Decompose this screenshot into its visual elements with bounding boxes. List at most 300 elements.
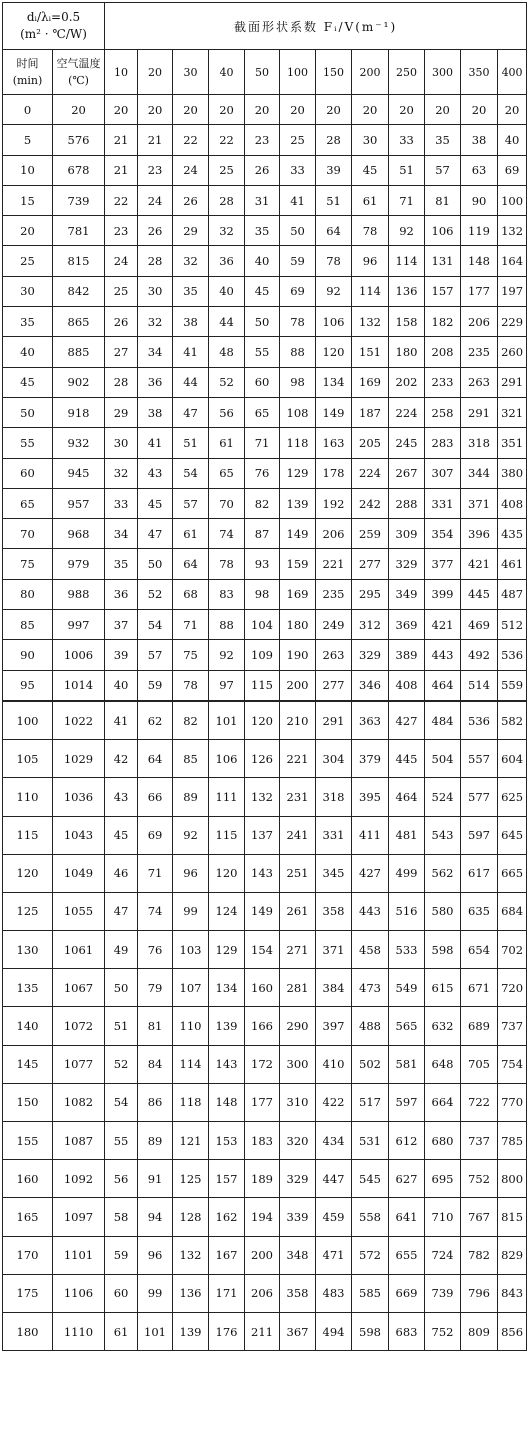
steel-temperature-cell: 106: [425, 216, 461, 246]
steel-temperature-cell: 249: [316, 610, 352, 640]
steel-temperature-cell: 281: [280, 969, 316, 1007]
factor-header-200: 200: [352, 50, 389, 95]
steel-temperature-cell: 61: [209, 428, 245, 458]
table-row: [3, 1122, 527, 1160]
air-temperature-cell: 678: [53, 155, 105, 185]
steel-temperature-cell: 36: [138, 367, 173, 397]
steel-temperature-cell: 92: [316, 276, 352, 306]
steel-temperature-cell: 445: [389, 740, 425, 778]
time-cell: 0: [3, 95, 53, 125]
steel-temperature-cell: 481: [389, 816, 425, 854]
steel-temperature-cell: 41: [138, 428, 173, 458]
steel-temperature-cell: 221: [280, 740, 316, 778]
steel-temperature-cell: 20: [352, 95, 389, 125]
steel-temperature-cell: 710: [425, 1198, 461, 1236]
steel-temperature-cell: 572: [352, 1236, 389, 1274]
steel-temperature-cell: 20: [173, 95, 209, 125]
steel-temperature-cell: 483: [316, 1274, 352, 1312]
steel-temperature-cell: 484: [425, 701, 461, 740]
steel-temperature-cell: 40: [105, 670, 138, 701]
steel-temperature-cell: 20: [105, 95, 138, 125]
steel-temperature-cell: 35: [425, 125, 461, 155]
steel-temperature-cell: 98: [280, 367, 316, 397]
steel-temperature-cell: 154: [245, 931, 280, 969]
steel-temperature-cell: 107: [173, 969, 209, 1007]
steel-temperature-cell: 300: [280, 1045, 316, 1083]
steel-temperature-cell: 87: [245, 519, 280, 549]
steel-temperature-cell: 57: [173, 488, 209, 518]
steel-temperature-cell: 224: [352, 458, 389, 488]
steel-temperature-cell: 76: [138, 931, 173, 969]
steel-temperature-cell: 50: [138, 549, 173, 579]
steel-temperature-cell: 139: [209, 1007, 245, 1045]
table-row: [3, 397, 527, 427]
steel-temperature-cell: 88: [280, 337, 316, 367]
steel-temperature-cell: 54: [138, 610, 173, 640]
steel-temperature-cell: 28: [105, 367, 138, 397]
steel-temperature-cell: 45: [352, 155, 389, 185]
steel-temperature-cell: 88: [209, 610, 245, 640]
steel-temperature-cell: 22: [209, 125, 245, 155]
steel-temperature-cell: 581: [389, 1045, 425, 1083]
steel-temperature-cell: 78: [352, 216, 389, 246]
time-cell: 150: [3, 1083, 53, 1121]
steel-temperature-cell: 580: [425, 892, 461, 930]
steel-temperature-cell: 809: [461, 1312, 498, 1350]
steel-temperature-cell: 351: [498, 428, 527, 458]
table-row: [3, 579, 527, 609]
air-temperature-cell: 1106: [53, 1274, 105, 1312]
steel-temperature-cell: 502: [352, 1045, 389, 1083]
steel-temperature-cell: 349: [389, 579, 425, 609]
factor-header-10: 10: [105, 50, 138, 95]
air-temperature-cell: 968: [53, 519, 105, 549]
table-row: [3, 458, 527, 488]
table-row: [3, 1160, 527, 1198]
steel-temperature-cell: 288: [389, 488, 425, 518]
steel-temperature-cell: 103: [173, 931, 209, 969]
corner-ratio-label: dᵢ/λᵢ=0.5: [26, 10, 81, 24]
steel-temperature-cell: 443: [425, 640, 461, 670]
steel-temperature-cell: 492: [461, 640, 498, 670]
steel-temperature-cell: 157: [425, 276, 461, 306]
steel-temperature-cell: 126: [245, 740, 280, 778]
steel-temperature-cell: 689: [461, 1007, 498, 1045]
steel-temperature-cell: 291: [316, 701, 352, 740]
table-row: [3, 892, 527, 930]
steel-temperature-cell: 504: [425, 740, 461, 778]
steel-temperature-cell: 464: [389, 778, 425, 816]
steel-temperature-cell: 120: [209, 854, 245, 892]
steel-temperature-cell: 189: [245, 1160, 280, 1198]
steel-temperature-cell: 143: [209, 1045, 245, 1083]
steel-temperature-cell: 71: [245, 428, 280, 458]
steel-temperature-cell: 206: [461, 307, 498, 337]
steel-temperature-cell: 31: [245, 185, 280, 215]
time-cell: 155: [3, 1122, 53, 1160]
steel-temperature-cell: 499: [389, 854, 425, 892]
air-temperature-cell: 739: [53, 185, 105, 215]
steel-temperature-cell: 120: [316, 337, 352, 367]
steel-temperature-cell: 582: [498, 701, 527, 740]
steel-temperature-cell: 231: [280, 778, 316, 816]
table-row: [3, 95, 527, 125]
corner-unit-label: (m² · ℃/W): [20, 27, 87, 41]
steel-temperature-cell: 35: [173, 276, 209, 306]
steel-temperature-cell: 318: [461, 428, 498, 458]
steel-temperature-cell: 20: [498, 95, 527, 125]
steel-temperature-cell: 695: [425, 1160, 461, 1198]
steel-temperature-cell: 458: [352, 931, 389, 969]
steel-temperature-cell: 471: [316, 1236, 352, 1274]
steel-temperature-cell: 190: [280, 640, 316, 670]
steel-temperature-cell: 705: [461, 1045, 498, 1083]
time-cell: 80: [3, 579, 53, 609]
time-cell: 25: [3, 246, 53, 276]
air-temperature-cell: 1043: [53, 816, 105, 854]
air-temperature-cell: 1029: [53, 740, 105, 778]
air-temperature-cell: 997: [53, 610, 105, 640]
steel-temperature-cell: 81: [138, 1007, 173, 1045]
time-cell: 135: [3, 969, 53, 1007]
steel-temperature-cell: 435: [498, 519, 527, 549]
steel-temperature-cell: 76: [245, 458, 280, 488]
steel-temperature-cell: 81: [425, 185, 461, 215]
steel-temperature-cell: 65: [209, 458, 245, 488]
steel-temperature-cell: 84: [138, 1045, 173, 1083]
time-cell: 60: [3, 458, 53, 488]
steel-temperature-cell: 245: [389, 428, 425, 458]
steel-temperature-cell: 612: [389, 1122, 425, 1160]
table-row: [3, 640, 527, 670]
time-cell: 30: [3, 276, 53, 306]
air-temperature-cell: 1061: [53, 931, 105, 969]
steel-temperature-cell: 371: [461, 488, 498, 518]
table-row: [3, 1007, 527, 1045]
steel-temperature-cell: 447: [316, 1160, 352, 1198]
steel-temperature-cell: 118: [173, 1083, 209, 1121]
steel-temperature-cell: 815: [498, 1198, 527, 1236]
steel-temperature-cell: 92: [173, 816, 209, 854]
steel-temperature-cell: 369: [389, 610, 425, 640]
steel-temperature-cell: 427: [389, 701, 425, 740]
steel-temperature-cell: 27: [105, 337, 138, 367]
steel-temperature-cell: 205: [352, 428, 389, 458]
steel-temperature-cell: 171: [209, 1274, 245, 1312]
steel-temperature-cell: 106: [209, 740, 245, 778]
steel-temperature-cell: 720: [498, 969, 527, 1007]
steel-temperature-cell: 20: [389, 95, 425, 125]
steel-temperature-cell: 66: [138, 778, 173, 816]
steel-temperature-cell: 25: [209, 155, 245, 185]
table-row: [3, 1045, 527, 1083]
steel-temperature-cell: 128: [173, 1198, 209, 1236]
steel-temperature-cell: 71: [389, 185, 425, 215]
steel-temperature-cell: 151: [352, 337, 389, 367]
steel-temperature-cell: 514: [461, 670, 498, 701]
steel-temperature-cell: 59: [280, 246, 316, 276]
steel-temperature-cell: 182: [425, 307, 461, 337]
table-row: [3, 740, 527, 778]
air-temperature-cell: 1055: [53, 892, 105, 930]
table-row: [3, 1083, 527, 1121]
steel-temperature-cell: 176: [209, 1312, 245, 1350]
factor-header-350: 350: [461, 50, 498, 95]
steel-temperature-cell: 132: [498, 216, 527, 246]
steel-temperature-cell: 92: [389, 216, 425, 246]
steel-temperature-cell: 118: [280, 428, 316, 458]
steel-temperature-cell: 96: [352, 246, 389, 276]
time-cell: 170: [3, 1236, 53, 1274]
factor-header-20: 20: [138, 50, 173, 95]
steel-temperature-cell: 389: [389, 640, 425, 670]
steel-temperature-cell: 20: [425, 95, 461, 125]
steel-temperature-cell: 260: [498, 337, 527, 367]
steel-temperature-cell: 562: [425, 854, 461, 892]
steel-temperature-cell: 26: [105, 307, 138, 337]
steel-temperature-cell: 33: [105, 488, 138, 518]
steel-temperature-cell: 23: [245, 125, 280, 155]
steel-temperature-cell: 785: [498, 1122, 527, 1160]
steel-temperature-cell: 354: [425, 519, 461, 549]
steel-temperature-cell: 132: [245, 778, 280, 816]
steel-temperature-cell: 60: [105, 1274, 138, 1312]
steel-temperature-cell: 434: [316, 1122, 352, 1160]
time-cell: 5: [3, 125, 53, 155]
air-temperature-cell: 1082: [53, 1083, 105, 1121]
table-row: [3, 816, 527, 854]
steel-temperature-cell: 348: [280, 1236, 316, 1274]
steel-temperature-cell: 69: [280, 276, 316, 306]
steel-temperature-cell: 59: [105, 1236, 138, 1274]
steel-temperature-cell: 139: [173, 1312, 209, 1350]
air-temperature-cell: 865: [53, 307, 105, 337]
steel-temperature-cell: 41: [280, 185, 316, 215]
steel-temperature-cell: 380: [498, 458, 527, 488]
steel-temperature-cell: 47: [138, 519, 173, 549]
steel-temperature-cell: 722: [461, 1083, 498, 1121]
table-row: [3, 931, 527, 969]
steel-temperature-cell: 153: [209, 1122, 245, 1160]
steel-temperature-cell: 206: [245, 1274, 280, 1312]
steel-temperature-cell: 384: [316, 969, 352, 1007]
steel-temperature-cell: 120: [245, 701, 280, 740]
steel-temperature-cell: 74: [138, 892, 173, 930]
steel-temperature-cell: 20: [316, 95, 352, 125]
steel-temperature-cell: 34: [105, 519, 138, 549]
steel-temperature-cell: 43: [105, 778, 138, 816]
steel-temperature-cell: 149: [280, 519, 316, 549]
steel-temperature-cell: 38: [461, 125, 498, 155]
steel-temperature-cell: 377: [425, 549, 461, 579]
steel-temperature-cell: 30: [138, 276, 173, 306]
steel-temperature-cell: 143: [245, 854, 280, 892]
steel-temperature-cell: 20: [209, 95, 245, 125]
steel-temperature-cell: 96: [173, 854, 209, 892]
steel-temperature-cell: 64: [138, 740, 173, 778]
steel-temperature-cell: 111: [209, 778, 245, 816]
steel-temperature-cell: 261: [280, 892, 316, 930]
steel-temperature-cell: 45: [245, 276, 280, 306]
steel-temperature-cell: 58: [105, 1198, 138, 1236]
steel-temperature-cell: 345: [316, 854, 352, 892]
steel-temperature-cell: 149: [316, 397, 352, 427]
steel-temperature-cell: 91: [138, 1160, 173, 1198]
steel-temperature-cell: 99: [138, 1274, 173, 1312]
steel-temperature-cell: 604: [498, 740, 527, 778]
air-temperature-cell: 1067: [53, 969, 105, 1007]
steel-temperature-cell: 45: [138, 488, 173, 518]
steel-temperature-cell: 29: [105, 397, 138, 427]
steel-temperature-cell: 422: [316, 1083, 352, 1121]
steel-temperature-cell: 494: [316, 1312, 352, 1350]
steel-temperature-cell: 172: [245, 1045, 280, 1083]
factor-header-300: 300: [425, 50, 461, 95]
steel-temperature-cell: 54: [105, 1083, 138, 1121]
steel-temperature-cell: 78: [316, 246, 352, 276]
steel-temperature-cell: 194: [245, 1198, 280, 1236]
steel-temperature-cell: 33: [280, 155, 316, 185]
steel-temperature-cell: 180: [389, 337, 425, 367]
steel-temperature-cell: 93: [245, 549, 280, 579]
steel-temperature-cell: 26: [245, 155, 280, 185]
steel-temperature-cell: 169: [352, 367, 389, 397]
factor-header-100: 100: [280, 50, 316, 95]
steel-temperature-cell: 25: [105, 276, 138, 306]
steel-temperature-cell: 397: [316, 1007, 352, 1045]
steel-temperature-cell: 180: [280, 610, 316, 640]
table-row: [3, 216, 527, 246]
steel-temperature-cell: 291: [461, 397, 498, 427]
steel-temperature-cell: 83: [209, 579, 245, 609]
steel-temperature-cell: 78: [280, 307, 316, 337]
steel-temperature-cell: 55: [105, 1122, 138, 1160]
steel-temperature-cell: 139: [280, 488, 316, 518]
steel-temperature-cell: 641: [389, 1198, 425, 1236]
time-cell: 110: [3, 778, 53, 816]
steel-temperature-cell: 469: [461, 610, 498, 640]
steel-temperature-cell: 558: [352, 1198, 389, 1236]
steel-temperature-cell: 235: [461, 337, 498, 367]
time-column-header: 时间(min): [3, 50, 53, 95]
steel-temperature-cell: 724: [425, 1236, 461, 1274]
steel-temperature-cell: 20: [461, 95, 498, 125]
steel-temperature-cell: 277: [352, 549, 389, 579]
steel-temperature-cell: 536: [461, 701, 498, 740]
steel-temperature-cell: 829: [498, 1236, 527, 1274]
steel-temperature-cell: 42: [105, 740, 138, 778]
steel-temperature-cell: 36: [209, 246, 245, 276]
steel-temperature-cell: 318: [316, 778, 352, 816]
steel-temperature-cell: 39: [105, 640, 138, 670]
steel-temperature-cell: 47: [105, 892, 138, 930]
air-temperature-cell: 20: [53, 95, 105, 125]
steel-temperature-cell: 295: [352, 579, 389, 609]
steel-temperature-cell: 20: [138, 95, 173, 125]
steel-temperature-cell: 321: [498, 397, 527, 427]
steel-temperature-cell: 74: [209, 519, 245, 549]
steel-temperature-cell: 56: [105, 1160, 138, 1198]
time-cell: 145: [3, 1045, 53, 1083]
table-row: [3, 488, 527, 518]
section-factor-title: 截面形状系数 Fᵢ/V(m⁻¹): [105, 3, 527, 50]
steel-temperature-cell: 617: [461, 854, 498, 892]
time-cell: 40: [3, 337, 53, 367]
air-temperature-cell: 1097: [53, 1198, 105, 1236]
steel-temperature-cell: 35: [245, 216, 280, 246]
steel-temperature-cell: 800: [498, 1160, 527, 1198]
steel-temperature-cell: 79: [138, 969, 173, 1007]
steel-temperature-cell: 536: [498, 640, 527, 670]
time-cell: 165: [3, 1198, 53, 1236]
steel-temperature-cell: 655: [389, 1236, 425, 1274]
time-cell: 125: [3, 892, 53, 930]
steel-temperature-cell: 557: [461, 740, 498, 778]
table-row: [3, 701, 527, 740]
table-row: [3, 969, 527, 1007]
air-temperature-cell: 1110: [53, 1312, 105, 1350]
steel-temperature-cell: 50: [280, 216, 316, 246]
steel-temperature-cell: 132: [352, 307, 389, 337]
steel-temperature-cell: 320: [280, 1122, 316, 1160]
steel-temperature-cell: 62: [138, 701, 173, 740]
time-cell: 95: [3, 670, 53, 701]
steel-temperature-cell: 56: [209, 397, 245, 427]
air-temperature-cell: 1101: [53, 1236, 105, 1274]
air-temperature-cell: 957: [53, 488, 105, 518]
steel-temperature-cell: 51: [173, 428, 209, 458]
steel-temperature-cell: 23: [105, 216, 138, 246]
table-row: [3, 367, 527, 397]
steel-temperature-cell: 48: [209, 337, 245, 367]
steel-temperature-cell: 329: [352, 640, 389, 670]
steel-temperature-cell: 304: [316, 740, 352, 778]
steel-temperature-cell: 443: [352, 892, 389, 930]
steel-temperature-cell: 124: [209, 892, 245, 930]
steel-temperature-cell: 545: [352, 1160, 389, 1198]
steel-temperature-cell: 71: [173, 610, 209, 640]
steel-temperature-cell: 57: [138, 640, 173, 670]
steel-temperature-cell: 329: [389, 549, 425, 579]
table-row: [3, 185, 527, 215]
steel-temperature-cell: 597: [461, 816, 498, 854]
time-cell: 105: [3, 740, 53, 778]
steel-temperature-cell: 115: [245, 670, 280, 701]
steel-temperature-cell: 277: [316, 670, 352, 701]
steel-temperature-cell: 35: [105, 549, 138, 579]
steel-temperature-cell: 89: [138, 1122, 173, 1160]
steel-temperature-cell: 192: [316, 488, 352, 518]
steel-temperature-cell: 32: [173, 246, 209, 276]
steel-temperature-cell: 44: [173, 367, 209, 397]
table-row: [3, 1198, 527, 1236]
steel-temperature-cell: 82: [173, 701, 209, 740]
time-cell: 130: [3, 931, 53, 969]
steel-temperature-cell: 208: [425, 337, 461, 367]
steel-temperature-cell: 97: [209, 670, 245, 701]
factor-header-50: 50: [245, 50, 280, 95]
steel-temperature-cell: 421: [461, 549, 498, 579]
table-row: [3, 276, 527, 306]
steel-temperature-cell: 64: [173, 549, 209, 579]
steel-temperature-cell: 267: [389, 458, 425, 488]
steel-temperature-cell: 86: [138, 1083, 173, 1121]
steel-temperature-cell: 516: [389, 892, 425, 930]
steel-temperature-cell: 664: [425, 1083, 461, 1121]
time-cell: 100: [3, 701, 53, 740]
steel-temperature-cell: 21: [138, 125, 173, 155]
time-cell: 175: [3, 1274, 53, 1312]
